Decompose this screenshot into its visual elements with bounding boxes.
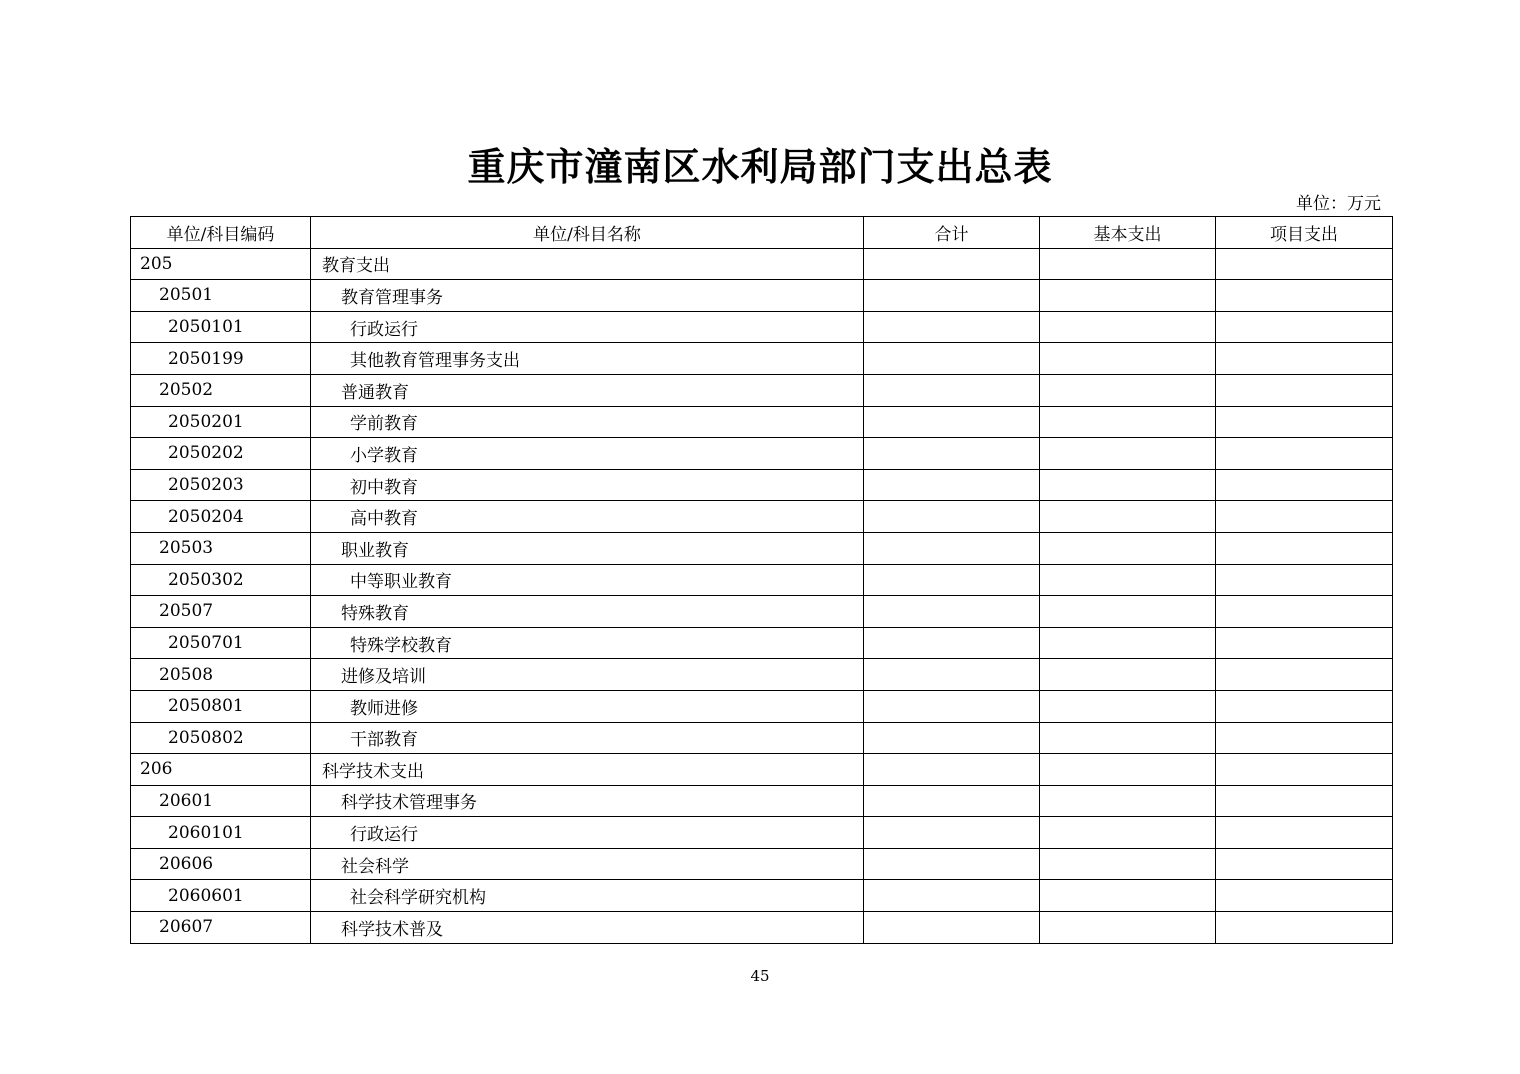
cell-basic: [1040, 880, 1216, 912]
page-title: 重庆市潼南区水利局部门支出总表: [467, 144, 1053, 189]
cell-total: [864, 374, 1040, 406]
cell-code: 2050801: [131, 690, 311, 722]
cell-total: [864, 722, 1040, 754]
page-number: 45: [750, 967, 770, 985]
table-row: [131, 754, 1393, 786]
table-row: [131, 343, 1393, 375]
cell-basic: [1040, 311, 1216, 343]
table-row: [131, 532, 1393, 564]
cell-project: [1216, 311, 1393, 343]
cell-code: 2050101: [131, 311, 311, 343]
cell-project: [1216, 627, 1393, 659]
cell-total: [864, 438, 1040, 470]
cell-project: [1216, 722, 1393, 754]
table-row: [131, 785, 1393, 817]
cell-name: 初中教育: [311, 469, 864, 501]
table-row: [131, 311, 1393, 343]
cell-project: [1216, 501, 1393, 533]
cell-code: 2050701: [131, 627, 311, 659]
cell-basic: [1040, 406, 1216, 438]
cell-total: [864, 343, 1040, 375]
cell-name: 行政运行: [311, 311, 864, 343]
cell-project: [1216, 406, 1393, 438]
cell-name: 进修及培训: [311, 659, 864, 691]
cell-project: [1216, 469, 1393, 501]
cell-total: [864, 627, 1040, 659]
cell-code: 20507: [131, 596, 311, 628]
cell-basic: [1040, 848, 1216, 880]
cell-project: [1216, 848, 1393, 880]
cell-name: 社会科学研究机构: [311, 880, 864, 912]
cell-basic: [1040, 280, 1216, 312]
table-row: [131, 469, 1393, 501]
cell-total: [864, 280, 1040, 312]
cell-name: 小学教育: [311, 438, 864, 470]
cell-total: [864, 469, 1040, 501]
cell-basic: [1040, 469, 1216, 501]
cell-name: 普通教育: [311, 374, 864, 406]
cell-basic: [1040, 659, 1216, 691]
cell-code: 2050802: [131, 722, 311, 754]
unit-label: 单位：万元: [1296, 194, 1381, 214]
cell-basic: [1040, 564, 1216, 596]
cell-total: [864, 596, 1040, 628]
cell-total: [864, 659, 1040, 691]
cell-project: [1216, 880, 1393, 912]
cell-name: 高中教育: [311, 501, 864, 533]
cell-name: 教师进修: [311, 690, 864, 722]
cell-code: 20502: [131, 374, 311, 406]
table-row: [131, 880, 1393, 912]
cell-code: 2050203: [131, 469, 311, 501]
cell-total: [864, 564, 1040, 596]
table-row: [131, 848, 1393, 880]
table-row: [131, 722, 1393, 754]
cell-project: [1216, 248, 1393, 280]
cell-total: [864, 754, 1040, 786]
cell-code: 2060601: [131, 880, 311, 912]
cell-total: [864, 690, 1040, 722]
cell-total: [864, 785, 1040, 817]
cell-total: [864, 912, 1040, 944]
cell-basic: [1040, 817, 1216, 849]
cell-code: 205: [131, 248, 311, 280]
cell-project: [1216, 785, 1393, 817]
cell-name: 特殊教育: [311, 596, 864, 628]
cell-total: [864, 880, 1040, 912]
cell-basic: [1040, 438, 1216, 470]
cell-project: [1216, 564, 1393, 596]
table-row: [131, 501, 1393, 533]
cell-name: 科学技术支出: [311, 754, 864, 786]
table-row: [131, 564, 1393, 596]
table-row: [131, 690, 1393, 722]
table-row: [131, 248, 1393, 280]
cell-project: [1216, 596, 1393, 628]
table-header-row: [131, 217, 1393, 249]
cell-basic: [1040, 596, 1216, 628]
cell-basic: [1040, 343, 1216, 375]
cell-code: 2050199: [131, 343, 311, 375]
cell-name: 学前教育: [311, 406, 864, 438]
cell-total: [864, 311, 1040, 343]
cell-total: [864, 817, 1040, 849]
expenditure-table: [130, 216, 1393, 944]
table-row: [131, 817, 1393, 849]
cell-basic: [1040, 532, 1216, 564]
table-row: [131, 406, 1393, 438]
cell-name: 特殊学校教育: [311, 627, 864, 659]
cell-total: [864, 406, 1040, 438]
cell-total: [864, 248, 1040, 280]
cell-basic: [1040, 374, 1216, 406]
cell-project: [1216, 280, 1393, 312]
cell-basic: [1040, 722, 1216, 754]
header-project: 项目支出: [1216, 217, 1393, 249]
cell-code: 2060101: [131, 817, 311, 849]
header-total: 合计: [864, 217, 1040, 249]
cell-name: 社会科学: [311, 848, 864, 880]
cell-total: [864, 501, 1040, 533]
cell-code: 2050201: [131, 406, 311, 438]
cell-project: [1216, 659, 1393, 691]
cell-name: 职业教育: [311, 532, 864, 564]
table-body: [131, 248, 1393, 943]
cell-basic: [1040, 690, 1216, 722]
cell-project: [1216, 532, 1393, 564]
cell-code: 20501: [131, 280, 311, 312]
cell-project: [1216, 438, 1393, 470]
table-row: [131, 374, 1393, 406]
cell-project: [1216, 817, 1393, 849]
cell-code: 20606: [131, 848, 311, 880]
cell-name: 行政运行: [311, 817, 864, 849]
header-basic: 基本支出: [1040, 217, 1216, 249]
cell-project: [1216, 690, 1393, 722]
cell-name: 中等职业教育: [311, 564, 864, 596]
cell-basic: [1040, 501, 1216, 533]
header-code: 单位/科目编码: [131, 217, 311, 249]
cell-name: 教育管理事务: [311, 280, 864, 312]
cell-basic: [1040, 754, 1216, 786]
cell-code: 2050202: [131, 438, 311, 470]
cell-code: 206: [131, 754, 311, 786]
cell-project: [1216, 374, 1393, 406]
cell-name: 干部教育: [311, 722, 864, 754]
cell-total: [864, 848, 1040, 880]
cell-basic: [1040, 785, 1216, 817]
cell-name: 科学技术管理事务: [311, 785, 864, 817]
table-row: [131, 596, 1393, 628]
cell-code: 20601: [131, 785, 311, 817]
cell-code: 20607: [131, 912, 311, 944]
cell-code: 20508: [131, 659, 311, 691]
cell-basic: [1040, 248, 1216, 280]
cell-name: 教育支出: [311, 248, 864, 280]
table-row: [131, 627, 1393, 659]
cell-basic: [1040, 912, 1216, 944]
cell-code: 2050204: [131, 501, 311, 533]
cell-basic: [1040, 627, 1216, 659]
header-name: 单位/科目名称: [311, 217, 864, 249]
table-row: [131, 659, 1393, 691]
cell-code: 20503: [131, 532, 311, 564]
cell-name: 其他教育管理事务支出: [311, 343, 864, 375]
table-row: [131, 280, 1393, 312]
table-row: [131, 912, 1393, 944]
cell-code: 2050302: [131, 564, 311, 596]
cell-project: [1216, 343, 1393, 375]
cell-project: [1216, 912, 1393, 944]
cell-total: [864, 532, 1040, 564]
table-row: [131, 438, 1393, 470]
cell-name: 科学技术普及: [311, 912, 864, 944]
cell-project: [1216, 754, 1393, 786]
